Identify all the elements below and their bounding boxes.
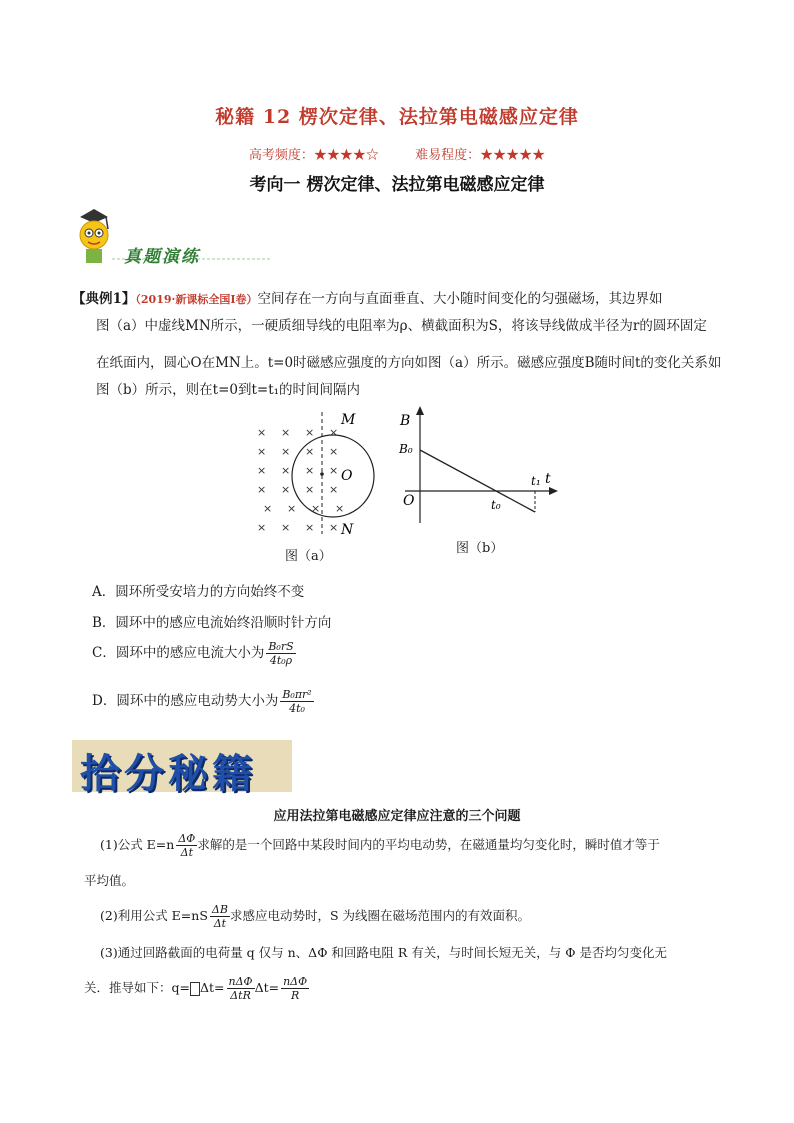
field-cross: × (329, 464, 339, 477)
field-cross: × (287, 502, 297, 515)
section-heading: 考向一 楞次定律、法拉第电磁感应定律 (249, 175, 545, 195)
option-d[interactable] (92, 688, 314, 715)
secret-banner: 拾分秘籍 (80, 751, 256, 797)
figure-b-caption: 图（b） (456, 541, 504, 556)
center-dot (320, 472, 324, 476)
field-cross: × (305, 521, 315, 534)
label-t0: t₀ (491, 498, 501, 512)
option-d-fraction: $\frac{\text{B₀πr²}}{\text{4t₀}}$ (282, 688, 312, 715)
label-t1: t₁ (531, 474, 541, 488)
frequency-label: 高考频度： (248, 148, 314, 163)
example-line-2: 图（a）中虚线MN所示，一硬质细导线的电阻率为ρ、横截面积为S，将该导线做成半径为r的圆环固定 (96, 318, 707, 334)
example-text-1: 空间存在一方向与直面垂直、大小随时间变化的匀强磁场，其边界如 (257, 291, 663, 307)
tips-subtitle: 应用法拉第电磁感应定律应注意的三个问题 (273, 809, 521, 824)
rating-row (0, 144, 794, 163)
field-cross: × (305, 426, 315, 439)
current-symbol-icon (190, 982, 200, 996)
tip-1: (1)公式 E=n $\frac{\Delta\Phi}{\Delta t}$ 求解的是一个回路中某段时间内的平均电动势，在磁通量均匀变化时，瞬时值才等于 (100, 832, 660, 859)
figure-a (245, 408, 395, 538)
tip-3-derivation: 关．推导如下：q= Δt= $\frac{\text{nΔΦ}}{\text{ΔtR}}$ Δt= $\frac{\text{nΔΦ}}{R}$ (84, 975, 308, 1002)
field-cross: × (335, 502, 345, 515)
field-cross: × (329, 426, 339, 439)
field-crosses (257, 426, 344, 534)
field-cross: × (305, 464, 315, 477)
field-cross: × (281, 521, 291, 534)
option-c[interactable] (92, 640, 296, 667)
label-n: N (341, 522, 354, 538)
option-c-text: C．圆环中的感应电流大小为 (92, 645, 265, 661)
field-cross: × (329, 445, 339, 458)
difficulty-label: 难易程度： (415, 148, 481, 163)
field-cross: × (281, 426, 291, 439)
field-cross: × (257, 445, 267, 458)
example-source: （2019·新课标全国Ⅰ卷） (135, 293, 258, 306)
field-cross: × (257, 464, 267, 477)
tip-3: (3)通过回路截面的电荷量 q 仅与 n、ΔΦ 和回路电阻 R 有关，与时间长短无关，与 Φ 是否均匀变化无 (100, 945, 667, 960)
field-cross: × (281, 464, 291, 477)
example-tag: 【典例1】 (72, 291, 136, 307)
field-cross: × (311, 502, 321, 515)
option-c-fraction: $\frac{\text{B₀rS}}{\text{4t₀ρ}}$ (268, 640, 294, 667)
label-o: O (341, 468, 353, 484)
page-title: 秘籍 12 楞次定律、法拉第电磁感应定律 (215, 106, 579, 128)
label-b: B (400, 413, 411, 429)
practice-banner: 真题演练 (124, 247, 200, 267)
frequency-stars: ★★★★☆ (313, 148, 379, 163)
example-line-3: 在纸面内，圆心O在MN上。t=0时磁感应强度的方向如图（a）所示。磁感应强度B随时间t的变化关系如 (96, 355, 722, 371)
tip-2: (2)利用公式 E=nS $\frac{\Delta B}{\Delta t}$ 求感应电动势时，S 为线圈在磁场范围内的有效面积。 (100, 903, 530, 930)
field-cross: × (257, 483, 267, 496)
b-axis-arrow (416, 406, 424, 415)
field-cross: × (305, 483, 315, 496)
tip-1-line-2: 平均值。 (84, 873, 135, 888)
b-t-line (420, 450, 535, 512)
label-m: M (341, 412, 356, 428)
field-cross: × (257, 521, 267, 534)
t-axis-arrow (549, 487, 558, 495)
field-cross: × (257, 426, 267, 439)
field-cross: × (305, 445, 315, 458)
figure-b (395, 405, 570, 535)
field-cross: × (263, 502, 273, 515)
field-cross: × (329, 521, 339, 534)
label-t: t (545, 471, 551, 487)
example-line-4: 图（b）所示，则在t=0到t=t₁的时间间隔内 (96, 382, 361, 398)
example-line-1 (72, 286, 728, 313)
field-cross: × (329, 483, 339, 496)
option-b[interactable]: B．圆环中的感应电流始终沿顺时针方向 (92, 615, 332, 631)
option-a[interactable]: A．圆环所受安培力的方向始终不变 (92, 584, 305, 600)
field-cross: × (281, 445, 291, 458)
label-b0: B₀ (399, 442, 413, 456)
figure-a-caption: 图（a） (285, 549, 332, 564)
label-origin: O (403, 493, 415, 509)
difficulty-stars: ★★★★★ (480, 148, 546, 163)
option-d-text: D．圆环中的感应电动势大小为 (92, 693, 279, 709)
field-cross: × (281, 483, 291, 496)
